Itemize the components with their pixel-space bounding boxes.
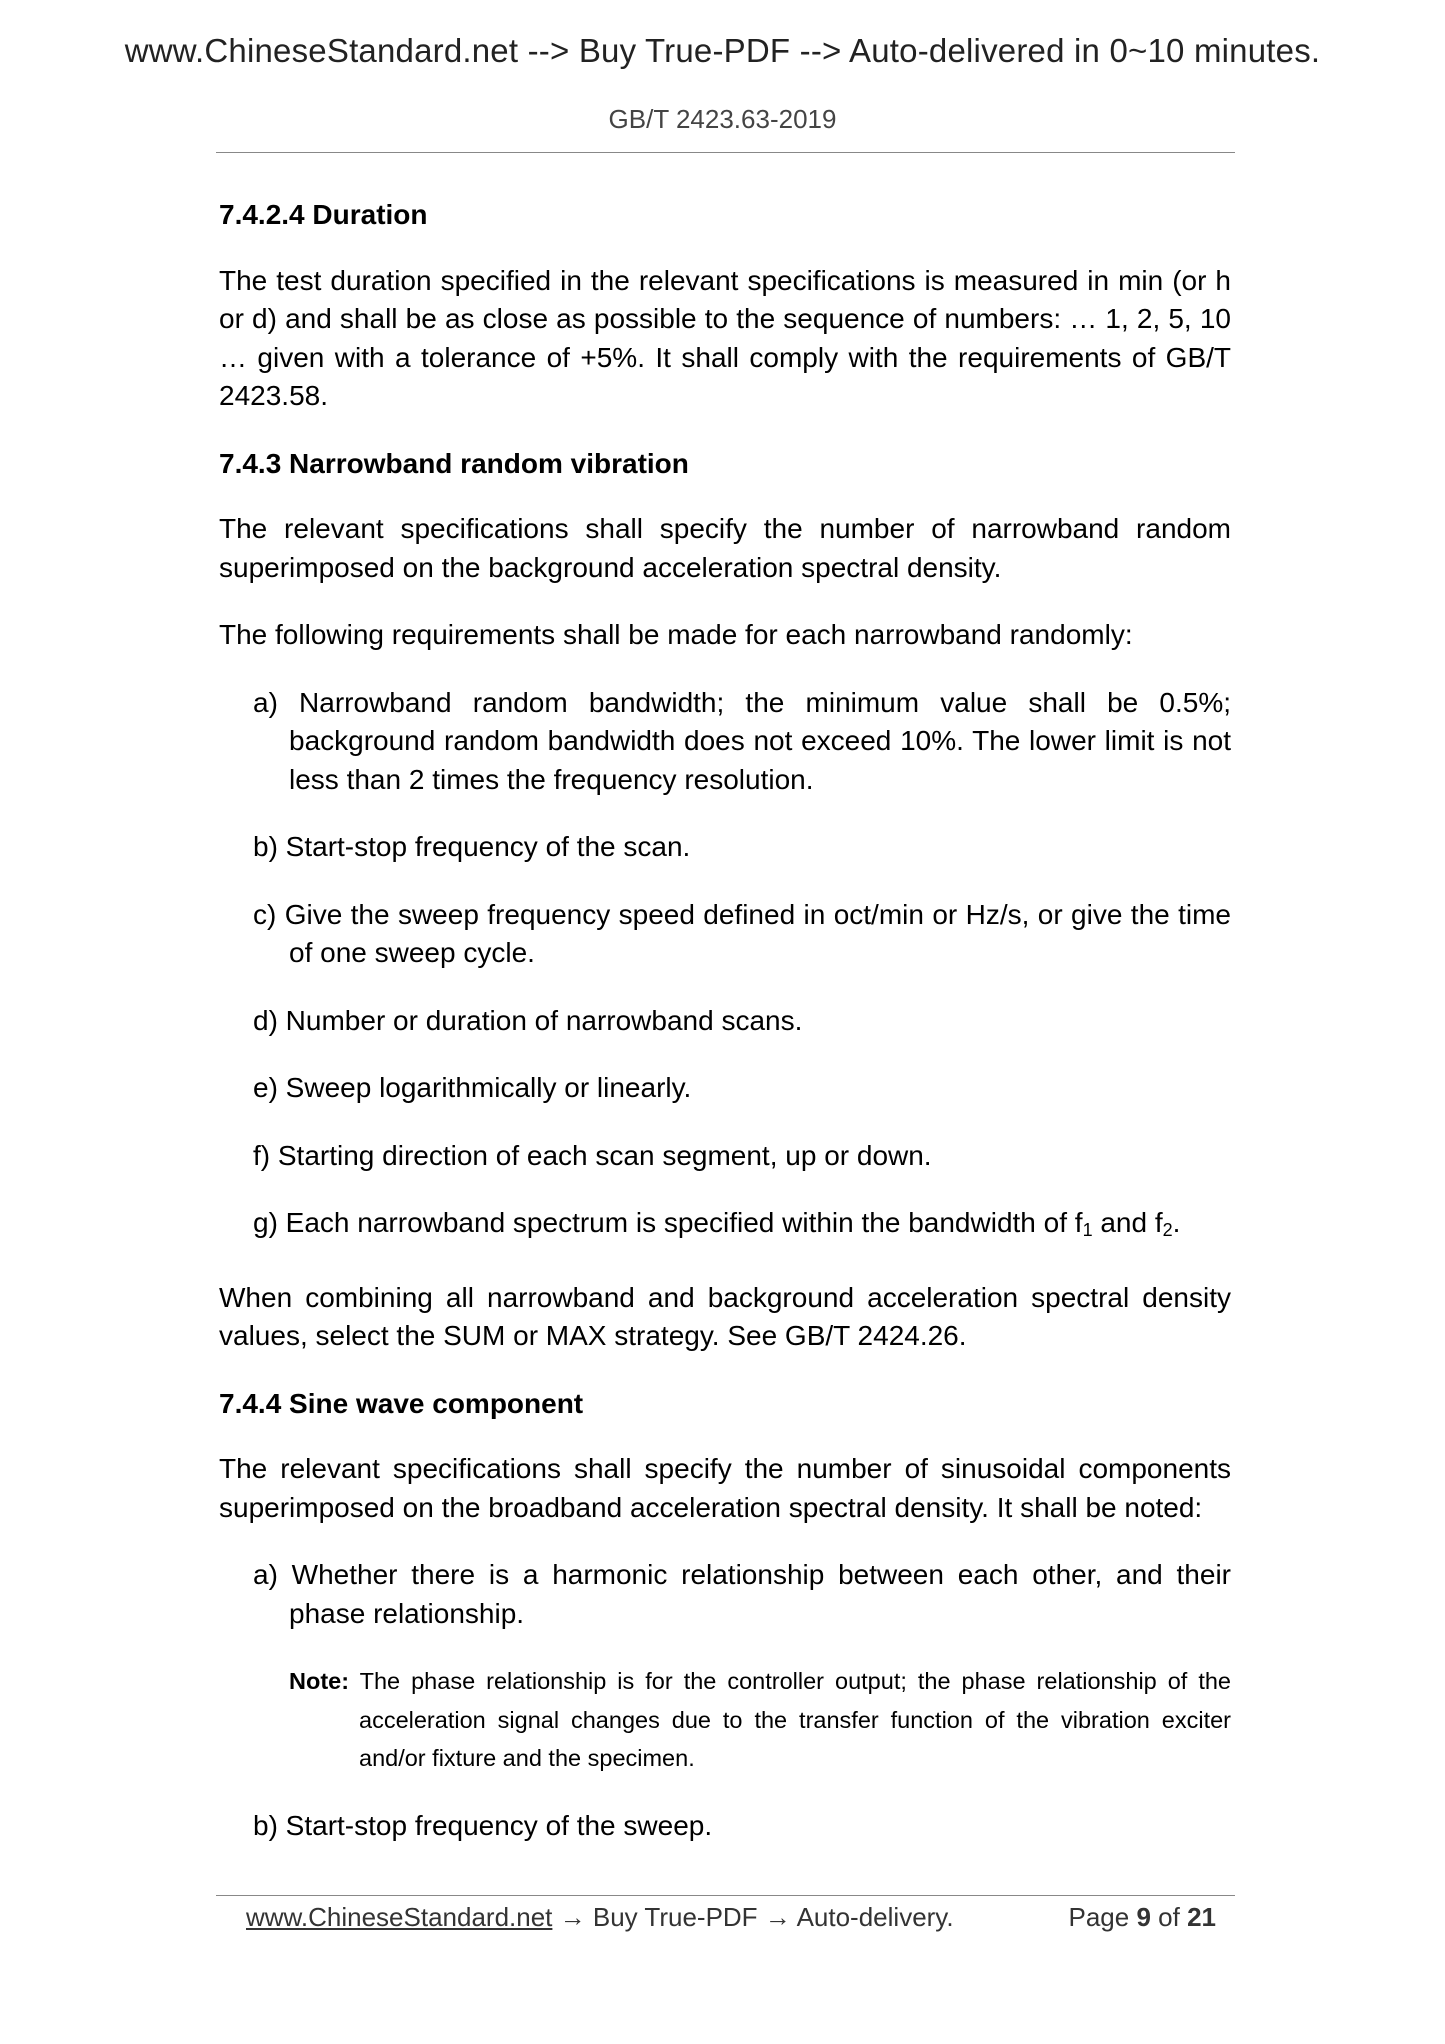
list-item-c: c) Give the sweep frequency speed defined in oct/min or Hz/s, or give the time of one sweep cycle. [253, 898, 1231, 968]
list-item-g-mid: and f [1092, 1207, 1163, 1238]
narrowband-paragraph-2: The following requirements shall be made for each narrowband randomly: [219, 619, 1133, 650]
note [289, 1662, 1231, 1778]
list-item-a: a) Narrowband random bandwidth; the minimum value shall be 0.5%; background random bandwidth does not exceed 10%. The lower limit is not less than 2 times the frequency resolution. [253, 686, 1231, 795]
sine-paragraph: The relevant specifications shall specify the number of sinusoidal components superimposed on the broadband acceleration spectral density. It shall be noted: [219, 1453, 1231, 1523]
note-text: The phase relationship is for the controller output; the phase relationship of the acceleration signal changes due to the transfer function of the vibration exciter and/or fixture and the specimen. [349, 1668, 1231, 1771]
sine-list-item-a: a) Whether there is a harmonic relationship between each other, and their phase relationship. [253, 1559, 1231, 1629]
footer-link[interactable]: www.ChineseStandard.net [246, 1902, 553, 1932]
sine-list-item-b: b) Start-stop frequency of the sweep. [253, 1809, 713, 1841]
page-content [219, 196, 1231, 1874]
footer-text: → Buy True-PDF → Auto-delivery. [552, 1902, 954, 1932]
narrowband-paragraph-1: The relevant specifications shall specify the number of narrowband random superimposed on the background acceleration spectral density. [219, 513, 1231, 583]
footer-divider [216, 1895, 1235, 1896]
list-item-e: e) Sweep logarithmically or linearly. [253, 1072, 692, 1103]
heading-7-4-3: 7.4.3 Narrowband random vibration [219, 447, 689, 479]
list-item-f: f) Starting direction of each scan segment, up or down. [253, 1139, 932, 1171]
duration-paragraph: The test duration specified in the relevant specifications is measured in min (or h or d) and shall be as close as possible to the sequence of numbers: … 1, 2, 5, 10 … given with a tolerance of +5%. It shall comply with the requirements of GB/T 2423.58. [219, 264, 1231, 411]
note-label: Note: [289, 1668, 350, 1694]
subscript-1: 1 [1082, 1220, 1093, 1240]
page-indicator [1068, 1902, 1216, 1933]
page-label: Page [1068, 1902, 1130, 1932]
document-code: GB/T 2423.63-2019 [608, 104, 837, 134]
list-item-b: b) Start-stop frequency of the scan. [253, 831, 691, 862]
page-number: 9 [1136, 1902, 1151, 1932]
subscript-2: 2 [1162, 1220, 1173, 1240]
list-item-d: d) Number or duration of narrowband scans. [253, 1004, 803, 1036]
footer-left [246, 1902, 954, 1933]
narrowband-paragraph-3: When combining all narrowband and background acceleration spectral density values, select the SUM or MAX strategy. See GB/T 2424.26. [219, 1281, 1231, 1351]
heading-7-4-4: 7.4.4 Sine wave component [219, 1387, 584, 1419]
page-total: 21 [1187, 1902, 1216, 1932]
top-banner: www.ChineseStandard.net --> Buy True-PDF --> Auto-delivered in 0~10 minutes. [124, 32, 1321, 69]
header-divider [216, 152, 1235, 153]
of-label: of [1158, 1902, 1180, 1932]
list-item-g-suffix: . [1172, 1207, 1181, 1238]
heading-7-4-2-4: 7.4.2.4 Duration [219, 199, 428, 230]
list-item-g-prefix: g) Each narrowband spectrum is specified within the bandwidth of f [253, 1207, 1083, 1238]
list-item-g [253, 1204, 1231, 1250]
